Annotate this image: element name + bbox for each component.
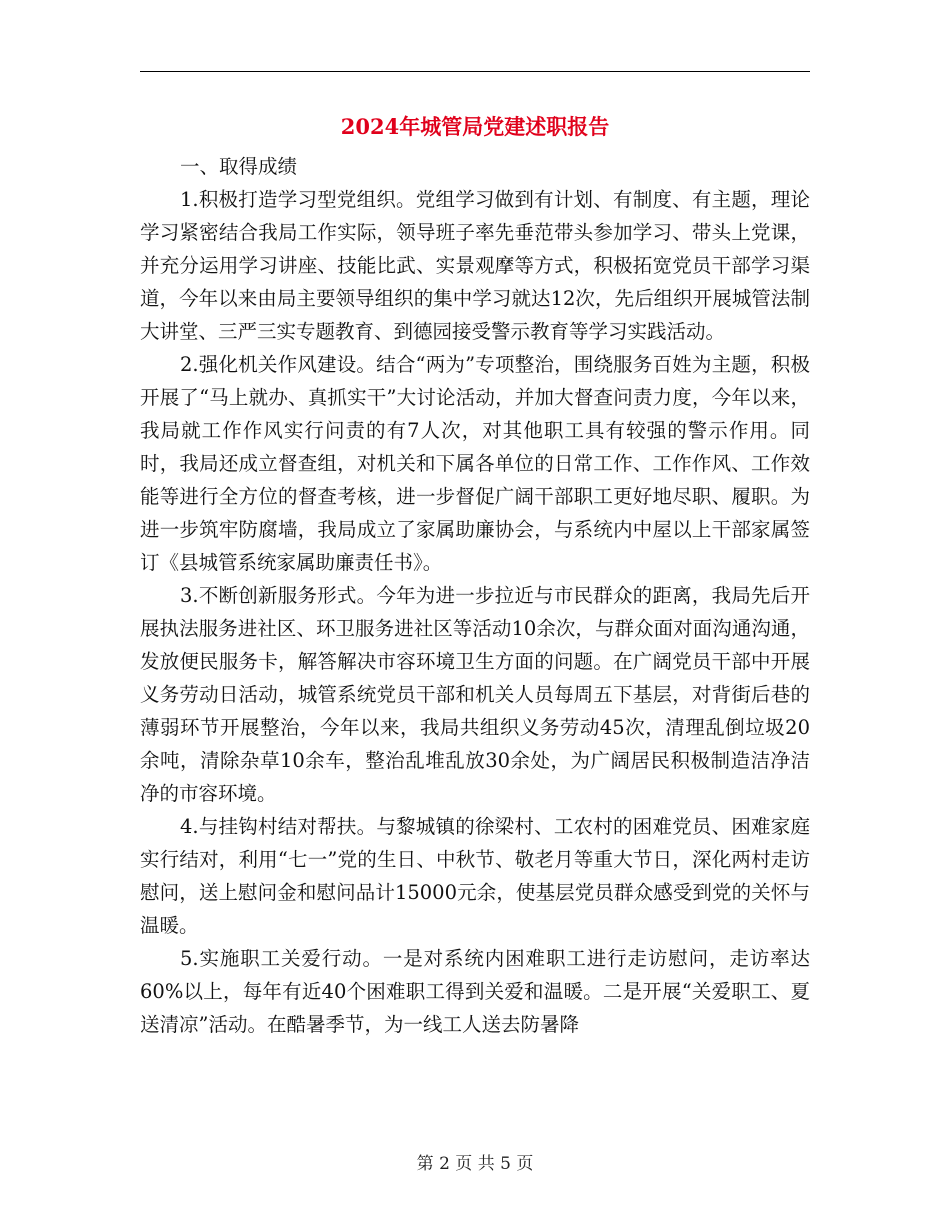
paragraph-5: 5.实施职工关爱行动。一是对系统内困难职工进行走访慰问，走访率达60%以上，每年有近40个困难职工得到关爱和温暖。二是开展“关爱职工、夏送清凉”活动。在酷暑季节，为一线工人送去防暑降 xyxy=(140,947,810,1036)
paragraph-4: 4.与挂钩村结对帮扶。与黎城镇的徐梁村、工农村的困难党员、困难家庭实行结对，利用“七一”党的生日、中秋节、敬老月等重大节日，深化两村走访慰问，送上慰问金和慰问品计15000元余，使基层党员群众感受到党的关怀与温暖。 xyxy=(140,815,810,937)
header-rule xyxy=(140,71,810,72)
paragraph-2: 2.强化机关作风建设。结合“两为”专项整治，围绕服务百姓为主题，积极开展了“马上就办、真抓实干”大讨论活动，并加大督查问责力度，今年以来，我局就工作作风实行问责的有7人次，对其他职工具有较强的警示作用。同时，我局还成立督查组，对机关和下属各单位的日常工作、工作作风、工作效能等进行全方位的督查考核，进一步督促广阔干部职工更好地尽职、履职。为进一步筑牢防腐墙，我局成立了家属助廉协会，与系统内中屋以上干部家属签订《县城管系统家属助廉责任书》。 xyxy=(140,353,810,574)
section-heading: 一、取得成绩 xyxy=(180,155,298,178)
paragraph-3: 3.不断创新服务形式。今年为进一步拉近与市民群众的距离，我局先后开展执法服务进社区、环卫服务进社区等活动10余次，与群众面对面沟通沟通，发放便民服务卡，解答解决市容环境卫生方面的问题。在广阔党员干部中开展义务劳动日活动，城管系统党员干部和机关人员每周五下基层，对背街后巷的薄弱环节开展整治，今年以来，我局共组织义务劳动45次，清理乱倒垃圾20余吨，清除杂草10余车，整治乱堆乱放30余处，为广阔居民积极制造洁净洁净的市容环境。 xyxy=(140,584,810,805)
document-title: 2024年城管局党建述职报告 xyxy=(340,114,610,139)
page-number: 第 2 页 共 5 页 xyxy=(416,1154,534,1174)
paragraph-1: 1.积极打造学习型党组织。党组学习做到有计划、有制度、有主题，理论学习紧密结合我局工作实际，领导班子率先垂范带头参加学习、带头上党课，并充分运用学习讲座、技能比武、实景观摩等方式，积极拓宽党员干部学习渠道，今年以来由局主要领导组织的集中学习就达12次，先后组织开展城管法制大讲堂、三严三实专题教育、到德园接受警示教育等学习实践活动。 xyxy=(140,188,810,343)
document-body xyxy=(140,150,810,1041)
